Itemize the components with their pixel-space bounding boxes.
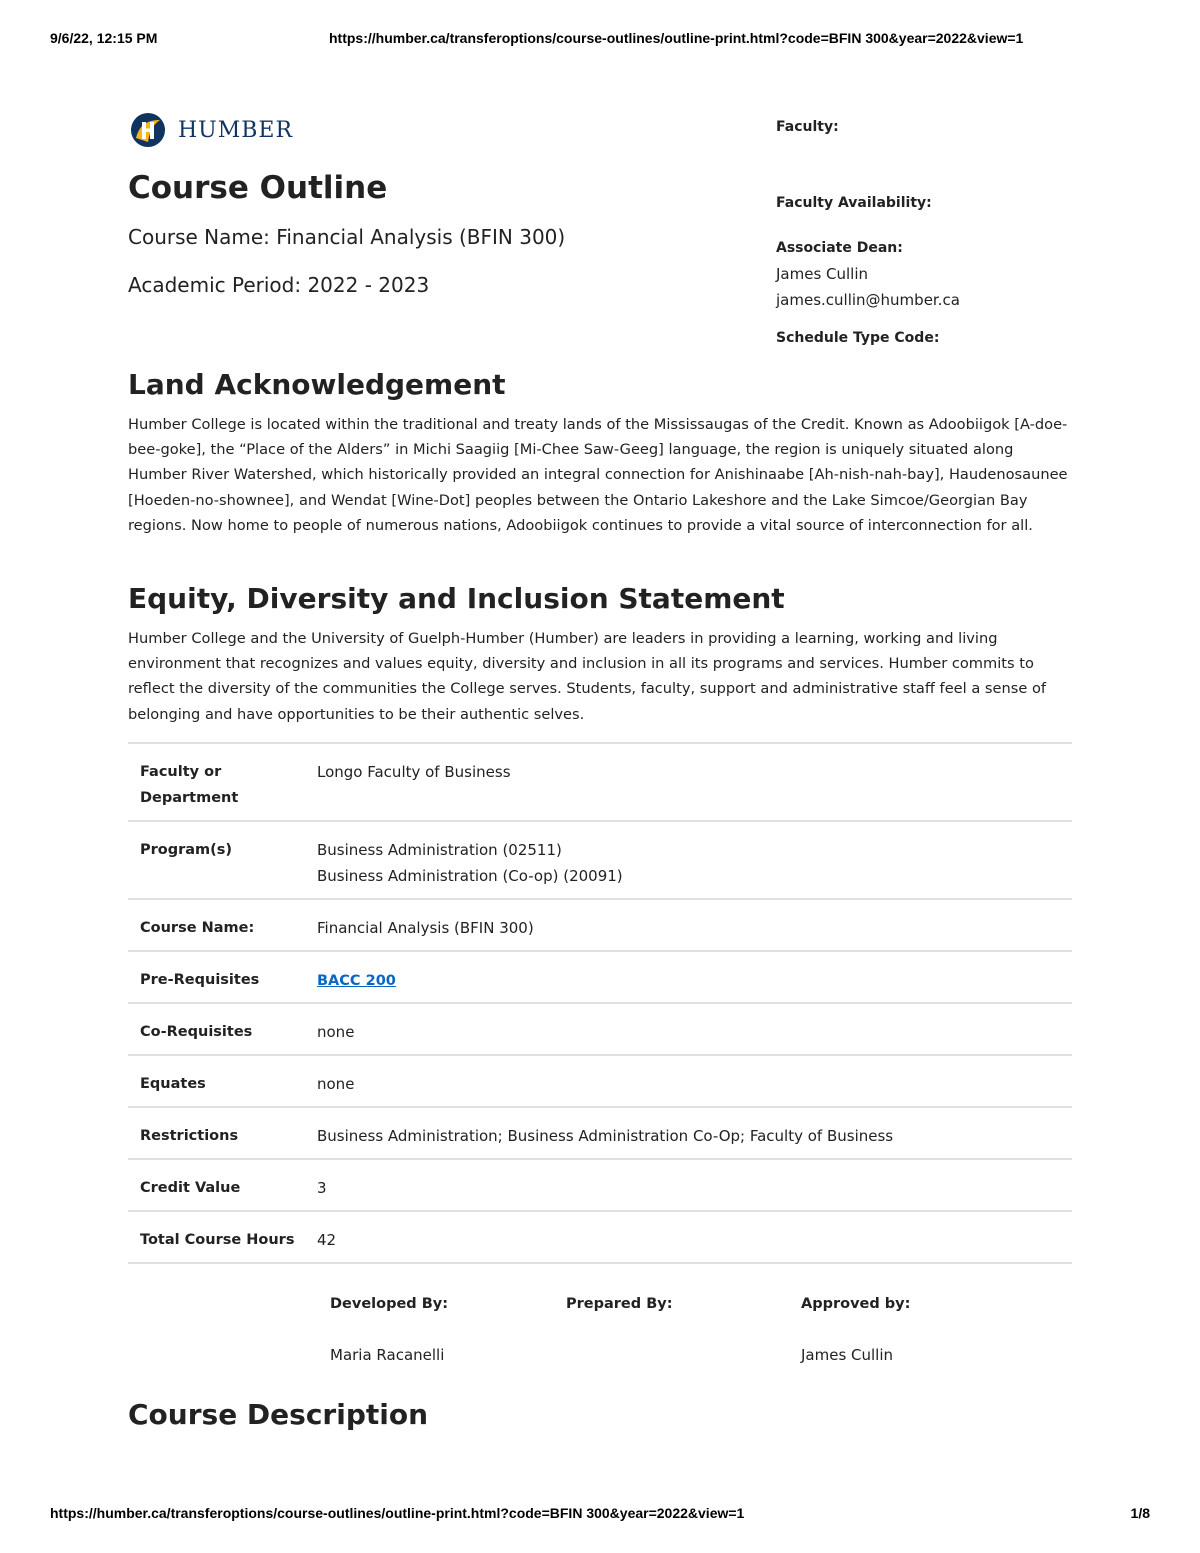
associate-dean-label: Associate Dean: — [776, 240, 903, 256]
print-url: https://humber.ca/transferoptions/course-outlines/outline-print.html?code=BFIN 300&year=2022&view=1 — [329, 30, 1024, 46]
table-row — [128, 900, 1072, 952]
print-header — [50, 30, 1150, 50]
prerequisites-value — [317, 952, 1072, 1002]
table-row — [128, 1004, 1072, 1056]
program-item: Business Administration (02511) — [317, 841, 562, 859]
total-hours-value: 42 — [317, 1231, 337, 1249]
print-date: 9/6/22, 12:15 PM — [50, 30, 158, 46]
humber-h-logo-icon — [130, 112, 166, 148]
associate-dean-email: james.cullin@humber.ca — [776, 291, 960, 309]
restrictions-value: Business Administration; Business Administration Co-Op; Faculty of Business — [317, 1127, 894, 1145]
humber-logo — [130, 112, 293, 148]
details-course-name-label: Course Name: — [140, 920, 255, 936]
prepared-by-label: Prepared By: — [566, 1296, 673, 1312]
table-row — [128, 1212, 1072, 1264]
associate-dean-name: James Cullin — [776, 265, 869, 283]
table-row — [128, 1056, 1072, 1108]
approved-by-label: Approved by: — [801, 1296, 911, 1312]
corequisites-value: none — [317, 1023, 355, 1041]
developed-by-value: Maria Racanelli — [330, 1346, 445, 1364]
prerequisite-link[interactable]: BACC 200 — [317, 973, 396, 989]
equates-label: Equates — [140, 1076, 206, 1092]
sidebar-associate-dean — [776, 235, 1076, 313]
academic-period-line — [128, 273, 429, 297]
total-hours-label: Total Course Hours — [140, 1232, 295, 1248]
details-course-name-value: Financial Analysis (BFIN 300) — [317, 919, 534, 937]
land-acknowledgement-text: Humber College is located within the traditional and treaty lands of the Mississaugas of the Credit. Known as Adoobiigok [A-doe-bee-goke], the “Place of the Alders” in Michi Saagiig [Mi-Chee Saw-Geeg] language, the region is uniquely situated along Humber River Watershed, which historically provided an integral connection for Anishinaabe [Ah-nish-nah-bay], Haudenosaunee [Hoeden-no-shownee], and Wendat [Wine-Dot] peoples between the Ontario Lakeshore and the Lake Simcoe/Georgian Bay regions. Now home to people of numerous nations, Adoobiigok continues to provide a vital source of interconnection for all. — [128, 416, 1068, 534]
program-item: Business Administration (Co-op) (20091) — [317, 867, 623, 885]
table-row — [128, 952, 1072, 1004]
programs-label: Program(s) — [140, 842, 233, 858]
table-row — [128, 1160, 1072, 1212]
land-acknowledgement-heading: Land Acknowledgement — [128, 368, 506, 401]
faculty-availability-label: Faculty Availability: — [776, 195, 932, 211]
table-row — [128, 822, 1072, 900]
equity-heading: Equity, Diversity and Inclusion Statement — [128, 582, 785, 615]
faculty-department-label: Faculty or Department — [140, 764, 239, 806]
course-name-line — [128, 225, 565, 249]
corequisites-label: Co-Requisites — [140, 1024, 253, 1040]
prerequisites-label: Pre-Requisites — [140, 972, 260, 988]
page-title: Course Outline — [128, 170, 388, 206]
credit-value-label: Credit Value — [140, 1180, 241, 1196]
table-row — [128, 744, 1072, 822]
course-details-table — [128, 742, 1072, 1264]
faculty-label: Faculty: — [776, 119, 839, 135]
sidebar-schedule-type — [776, 328, 1076, 346]
academic-period-label: Academic Period: — [128, 273, 302, 297]
programs-value — [317, 822, 1072, 898]
equates-value: none — [317, 1075, 355, 1093]
print-footer — [50, 1505, 1150, 1525]
page-number: 1/8 — [1130, 1505, 1150, 1521]
humber-wordmark: HUMBER — [178, 117, 294, 143]
schedule-type-code-label: Schedule Type Code: — [776, 330, 940, 346]
course-name-label: Course Name: — [128, 225, 270, 249]
credit-value: 3 — [317, 1179, 327, 1197]
academic-period-value: 2022 - 2023 — [307, 273, 430, 297]
developed-by-label: Developed By: — [330, 1296, 449, 1312]
faculty-department-value: Longo Faculty of Business — [317, 763, 511, 781]
course-name-value: Financial Analysis (BFIN 300) — [276, 225, 566, 249]
table-row — [128, 1108, 1072, 1160]
course-description-heading: Course Description — [128, 1398, 429, 1431]
sidebar-faculty — [776, 117, 1076, 135]
footer-url: https://humber.ca/transferoptions/course-outlines/outline-print.html?code=BFIN 300&year=2022&view=1 — [50, 1505, 745, 1521]
restrictions-label: Restrictions — [140, 1128, 239, 1144]
sidebar-faculty-availability — [776, 193, 1076, 211]
equity-text: Humber College and the University of Guelph-Humber (Humber) are leaders in providing a learning, working and living environment that recognizes and values equity, diversity and inclusion in all its programs and services. Humber commits to reflect the diversity of the communities the College serves. Students, faculty, support and administrative staff feel a sense of belonging and have opportunities to be their authentic selves. — [128, 630, 1047, 723]
approved-by-value: James Cullin — [801, 1346, 894, 1364]
